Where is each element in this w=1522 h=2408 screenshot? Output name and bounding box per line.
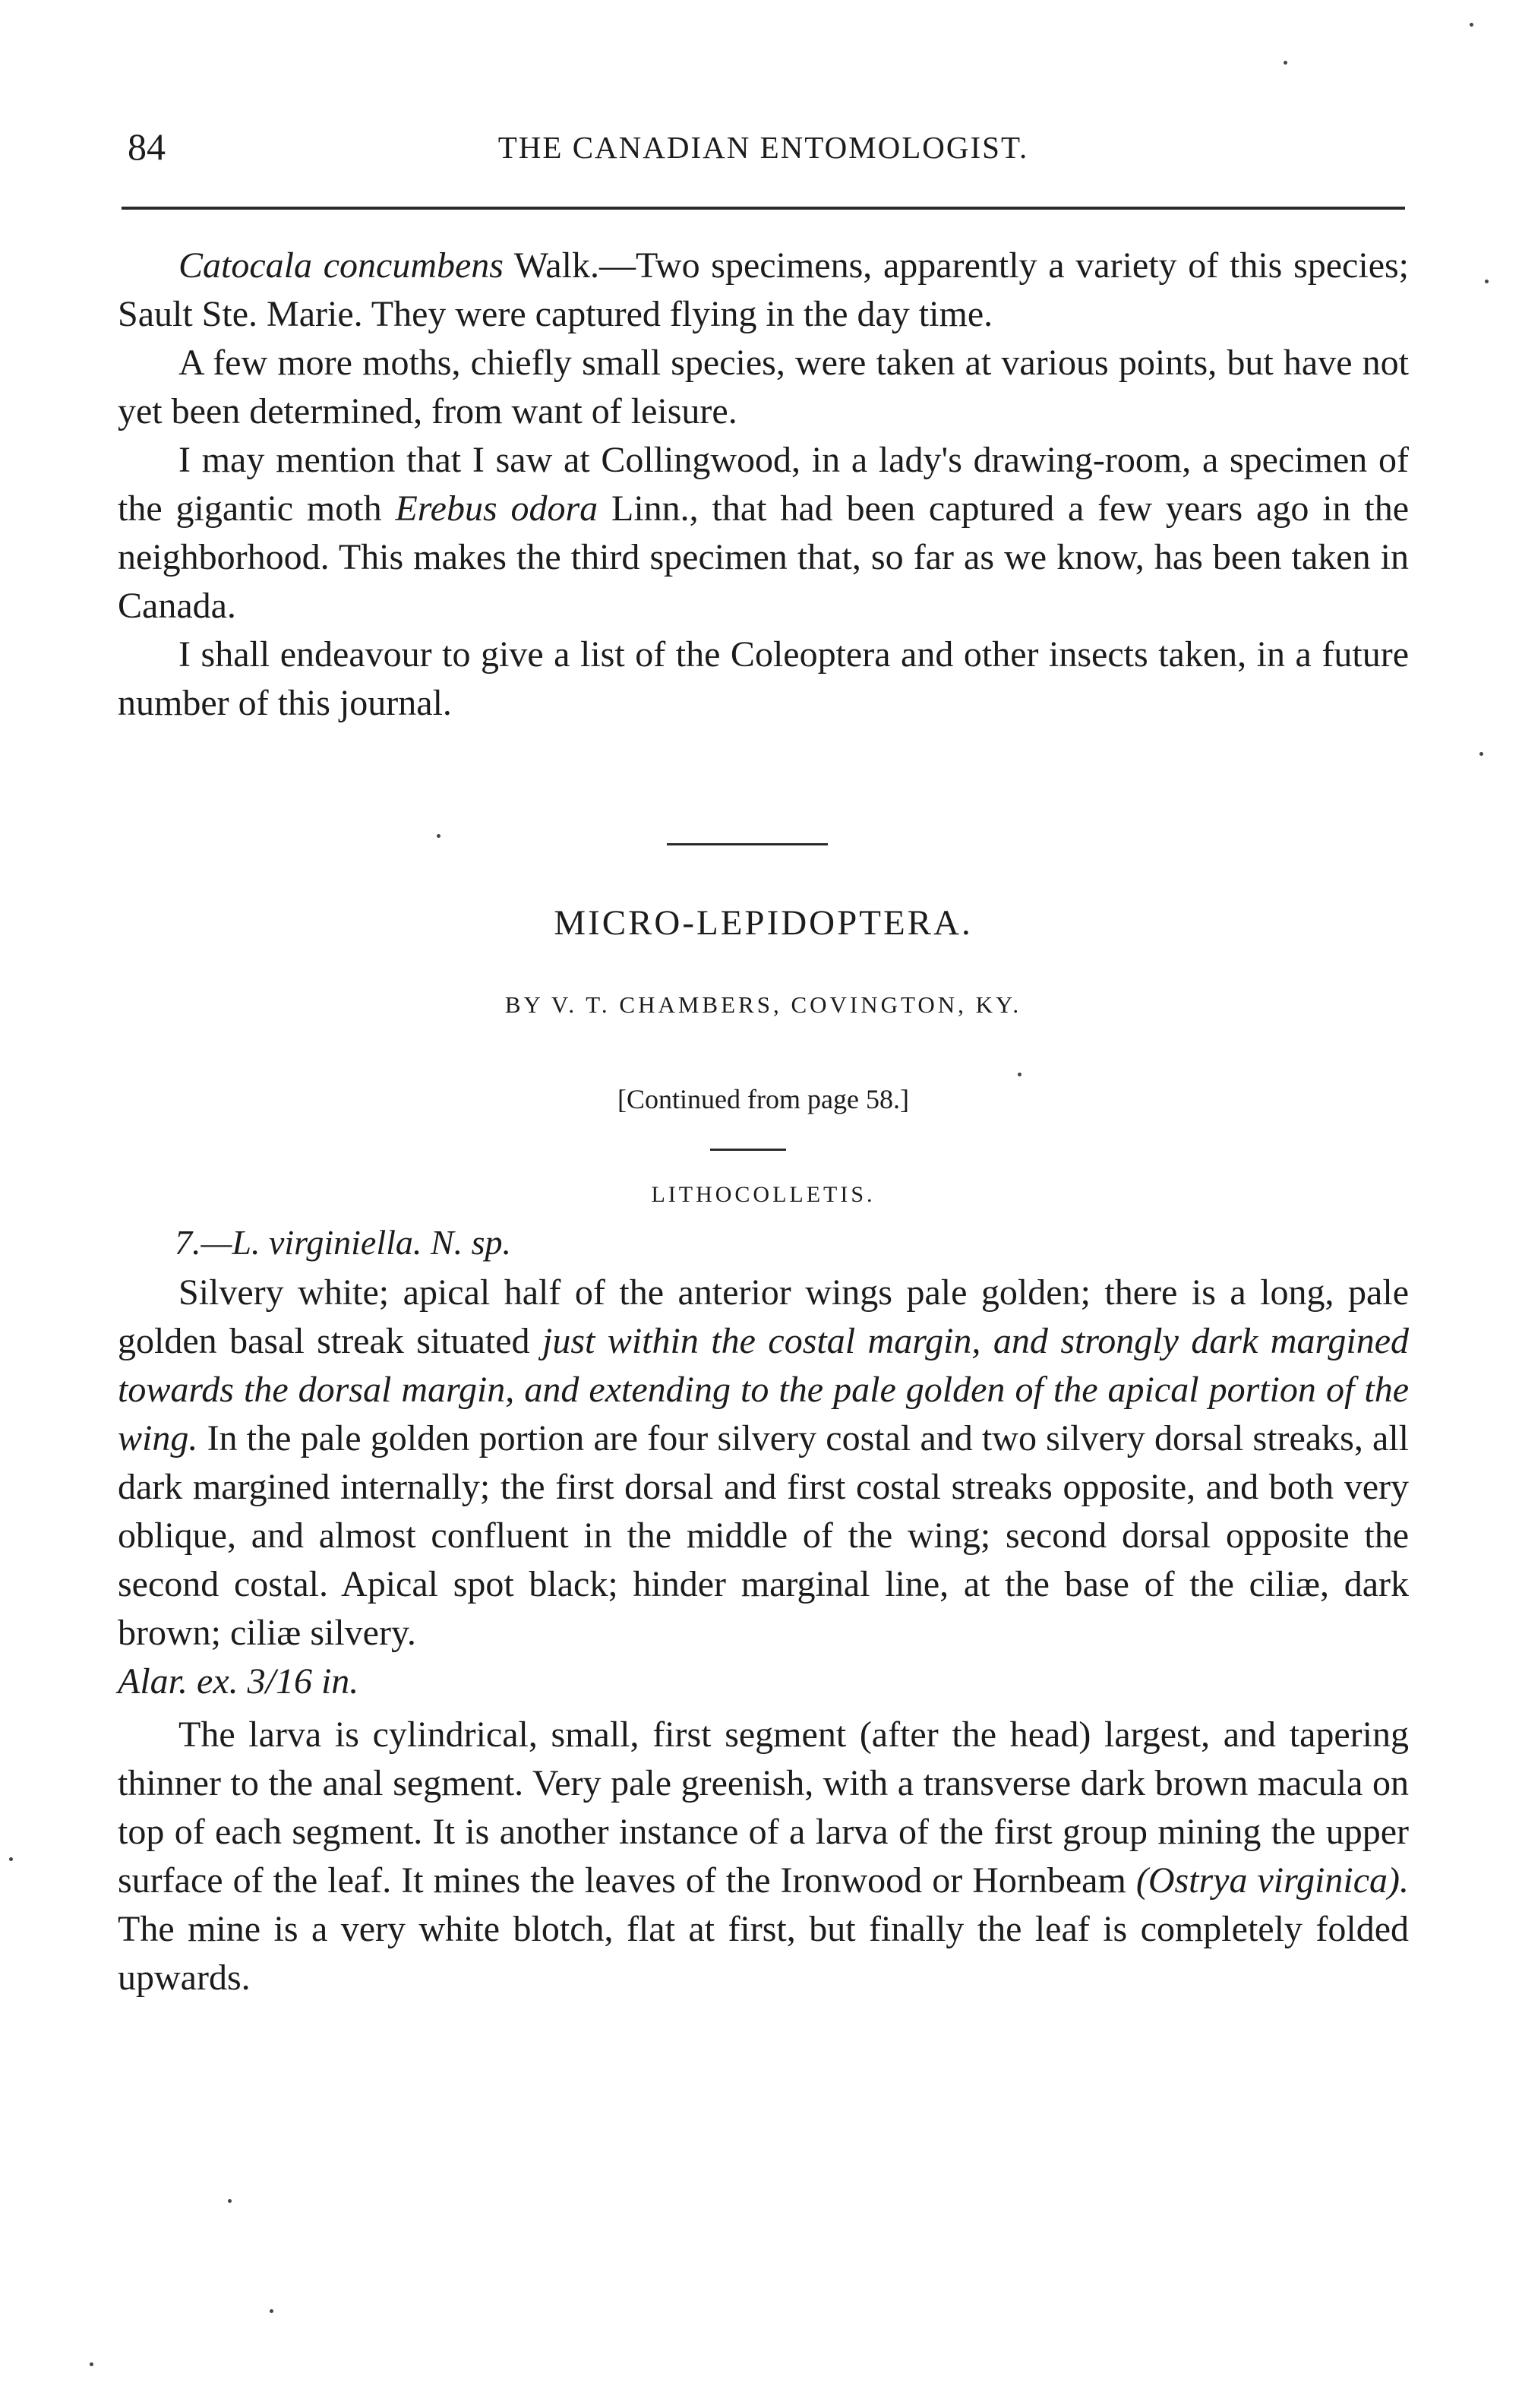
article-byline: BY V. T. CHAMBERS, COVINGTON, KY. [504,991,1022,1018]
paragraph-erebus [118,436,1409,630]
paragraph-text: Walk.—Two specimens, apparently a variety of this species; Sault Ste. Marie. They were captured flying in the day time. [118,245,1410,334]
continued-note: [Continued from page 58.] [617,1084,909,1114]
scan-speck [1485,280,1489,283]
paragraph-text: I may mention that I saw at Collingwood, in a lady's drawing-room, a specimen of the gigantic moth [118,440,1409,529]
description-text: Silvery white; apical half of the anterior wings pale golden; there is a long, pale golden basal streak situated [118,1272,1409,1361]
scan-speck [437,834,440,838]
species-heading: 7.—L. virginiella. N. sp. [175,1223,511,1262]
scan-speck [9,1857,13,1861]
scan-speck [1479,752,1483,756]
running-title: THE CANADIAN ENTOMOLOGIST. [497,130,1029,165]
section-divider [667,843,828,845]
species-description [118,1269,1409,1657]
larva-description [118,1711,1409,2002]
host-plant-name: (Ostrya virginica). [1135,1860,1410,1901]
species-name-erebus: Erebus odora [395,488,598,529]
larva-text: The larva is cylindrical, small, first segment (after the head) largest, and tapering thinner to the anal segment. Very pale greenish, with a transverse dark brown macula on top of each segment. It is another instance of a larva of the first group mining the upper surface of the leaf. It mines the leaves of the Ironwood or Hornbeam [118,1714,1409,1901]
species-name-catocala: Catocala concumbens [178,245,504,286]
scan-speck [1470,23,1473,27]
scan-speck [1018,1073,1022,1076]
paragraph-moths: A few more moths, chiefly small species, were taken at various points, but have not yet been determined, from want of leisure. [118,343,1409,431]
article-body [118,1269,1409,2002]
paragraph-catocala [118,242,1409,339]
paragraph-text: Linn., that had been captured a few years ago in the neighborhood. This makes the third specimen that, so far as we know, has been taken in Canada. [118,488,1410,626]
scan-speck [1284,61,1287,65]
scan-speck [228,2199,232,2203]
continued-text-block [118,242,1409,728]
description-italic: just within the costal margin, and strongly dark margined towards the dorsal margin, and extending to the pale golden of the apical portion of the wing. [118,1321,1410,1458]
paragraph-coleoptera: I shall endeavour to give a list of the Coleoptera and other insects taken, in a future number of this journal. [118,634,1409,723]
wing-expanse: Alar. ex. 3/16 in. [118,1661,359,1702]
header-rule [122,207,1405,210]
page-number: 84 [128,125,166,168]
genus-heading: LITHOCOLLETIS. [651,1182,876,1207]
page-header [122,120,1405,188]
larva-text: The mine is a very white blotch, flat at first, but finally the leaf is completely folded upwards. [118,1909,1409,1998]
scan-speck [90,2362,93,2366]
description-text: In the pale golden portion are four silvery costal and two silvery dorsal streaks, all dark margined internally; the first dorsal and first costal streaks opposite, and both very oblique, and almost confluent in the middle of the wing; second dorsal opposite the second costal. Apical spot black; hinder marginal line, at the base of the ciliæ, dark brown; ciliæ silvery. [118,1418,1409,1653]
small-divider [710,1149,786,1151]
scan-speck [270,2309,273,2313]
article-title: MICRO-LEPIDOPTERA. [554,903,973,943]
